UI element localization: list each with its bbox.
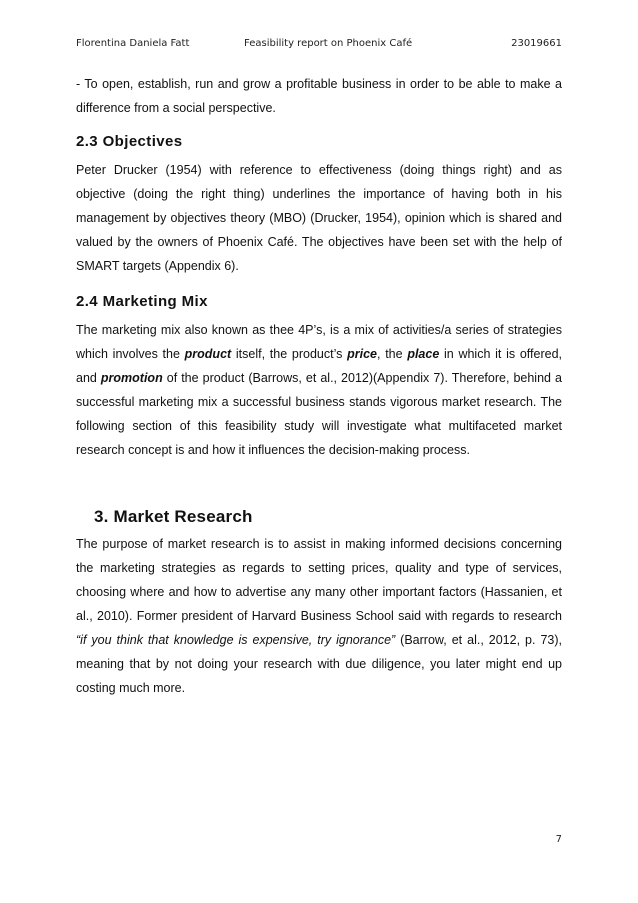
section-heading-market-research: 3. Market Research (94, 507, 253, 526)
intro-paragraph: - To open, establish, run and grow a profitable business in order to be able to make a difference from a social perspective. (76, 77, 562, 115)
market-research-paragraph (76, 532, 562, 700)
marketing-mix-paragraph (76, 318, 562, 462)
quote-ignorance: “if you think that knowledge is expensive, try ignorance” (76, 633, 396, 647)
text-run: in which it is offered, and (76, 347, 563, 385)
text-run: of the product (Barrows, et al., 2012)(Appendix 7). Therefore, behind a successful marketing mix a successful business stands vigorous market research. The following section of this feasibility study will investigate what multifaceted market research concept is and how it influences the decision-making process. (76, 371, 562, 457)
page-body (76, 72, 562, 700)
text-run: The purpose of market research is to assist in making informed decisions concerning the marketing strategies as regards to setting prices, quality and type of services, choosing where and how to advertise any many other important factors (Hassanien, et al., 2010). Former president of Harvard Business School said with regards to research (76, 537, 562, 623)
header-author: Florentina Daniela Fatt (76, 38, 190, 49)
section-heading-objectives: 2.3 Objectives (76, 133, 183, 150)
text-run: The marketing mix also known as thee 4P’s, is a mix of activities/a series of strategies which involves the (76, 323, 562, 361)
text-run: itself, the product’s (231, 347, 348, 361)
section-heading-marketing-mix: 2.4 Marketing Mix (76, 293, 208, 310)
emphasis-promotion: promotion (100, 371, 163, 385)
text-run: , the (377, 347, 408, 361)
header-title: Feasibility report on Phoenix Café (244, 38, 413, 49)
text-run: (Barrow, et al., 2012, p. 73), meaning that by not doing your research with due diligence, you later might end up costing much more. (76, 633, 562, 695)
emphasis-product: product (184, 347, 232, 361)
header-student-id: 23019661 (511, 38, 562, 49)
page-number: 7 (555, 834, 562, 845)
emphasis-price: price (347, 347, 378, 361)
objectives-paragraph: Peter Drucker (1954) with reference to effectiveness (doing things right) and as objective (doing the right thing) underlines the importance of having both in his management by objectives theory (MBO) (Drucker, 1954), opinion which is shared and valued by the owners of Phoenix Café. The objectives have been set with the help of SMART targets (Appendix 6). (76, 163, 562, 273)
emphasis-place: place (407, 347, 440, 361)
page-header (76, 38, 562, 52)
